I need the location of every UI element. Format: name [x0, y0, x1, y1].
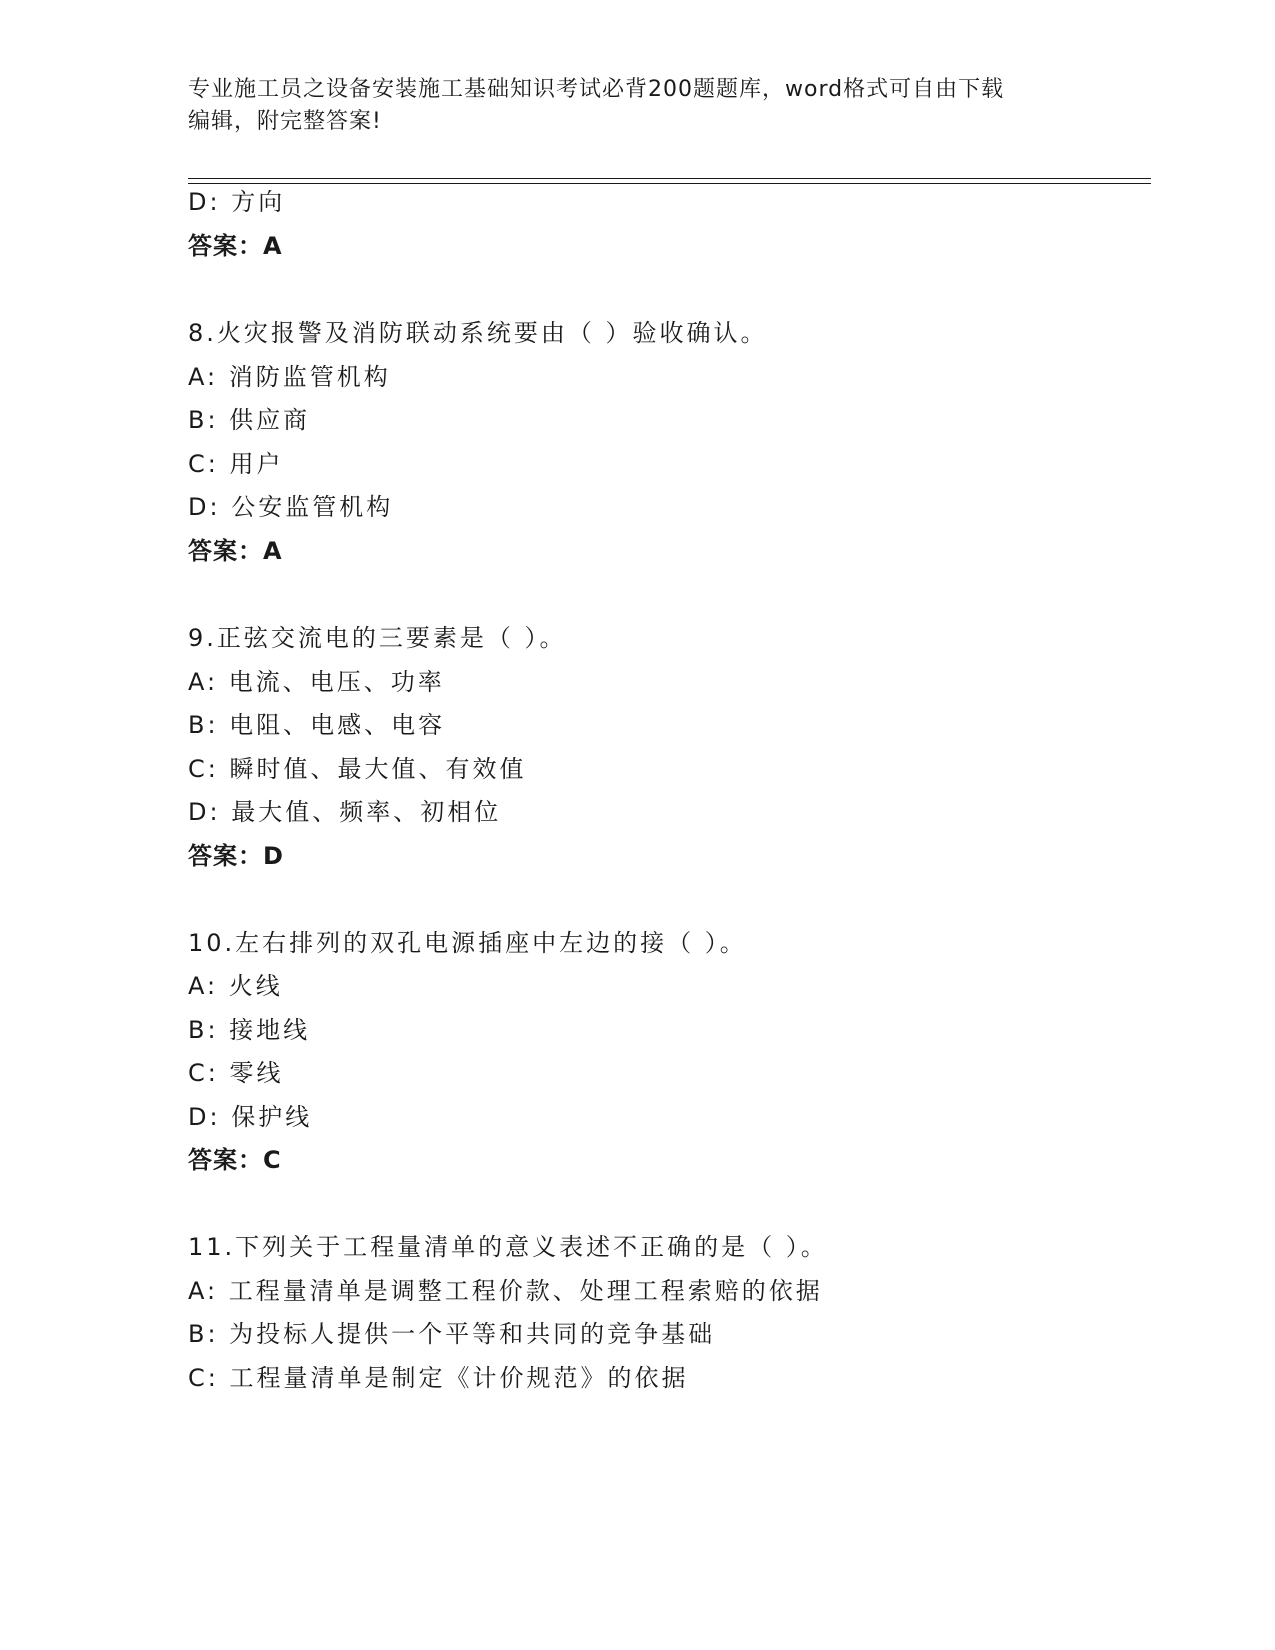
option-a: A: 工程量清单是调整工程价款、处理工程索赔的依据 — [188, 1277, 823, 1305]
question-stem: 11.下列关于工程量清单的意义表述不正确的是（ ）。 — [188, 1233, 828, 1261]
option-b: B: 供应商 — [188, 406, 311, 434]
option-c: C: 零线 — [188, 1059, 284, 1087]
option-b: B: 接地线 — [188, 1016, 311, 1044]
header-rule-bottom — [188, 183, 1151, 184]
option-c: C: 用户 — [188, 450, 284, 478]
option-c: C: 工程量清单是制定《计价规范》的依据 — [188, 1364, 689, 1392]
header-line-1: 专业施工员之设备安装施工基础知识考试必背200题题库，word格式可自由下载 — [188, 77, 1005, 102]
document-header — [188, 74, 1088, 138]
option-c: C: 瞬时值、最大值、有效值 — [188, 755, 527, 783]
header-rule-top — [188, 178, 1151, 179]
option-a: A: 电流、电压、功率 — [188, 668, 445, 696]
header-line-2: 编辑，附完整答案! — [188, 109, 382, 134]
option-b: B: 为投标人提供一个平等和共同的竞争基础 — [188, 1320, 716, 1348]
option-a: A: 火线 — [188, 972, 283, 1000]
question-stem: 10.左右排列的双孔电源插座中左边的接（ ）。 — [188, 929, 747, 957]
option-d: D: 方向 — [188, 188, 286, 216]
answer-line: 答案：D — [188, 842, 284, 870]
option-d: D: 公安监管机构 — [188, 493, 394, 521]
answer-line: 答案：A — [188, 537, 283, 565]
option-a: A: 消防监管机构 — [188, 363, 391, 391]
answer-line: 答案：C — [188, 1146, 282, 1174]
answer-line: 答案：A — [188, 232, 283, 260]
option-d: D: 最大值、频率、初相位 — [188, 798, 502, 826]
question-stem: 8.火灾报警及消防联动系统要由（ ）验收确认。 — [188, 319, 768, 347]
option-b: B: 电阻、电感、电容 — [188, 711, 446, 739]
option-d: D: 保护线 — [188, 1103, 313, 1131]
question-stem: 9.正弦交流电的三要素是（ ）。 — [188, 624, 567, 652]
